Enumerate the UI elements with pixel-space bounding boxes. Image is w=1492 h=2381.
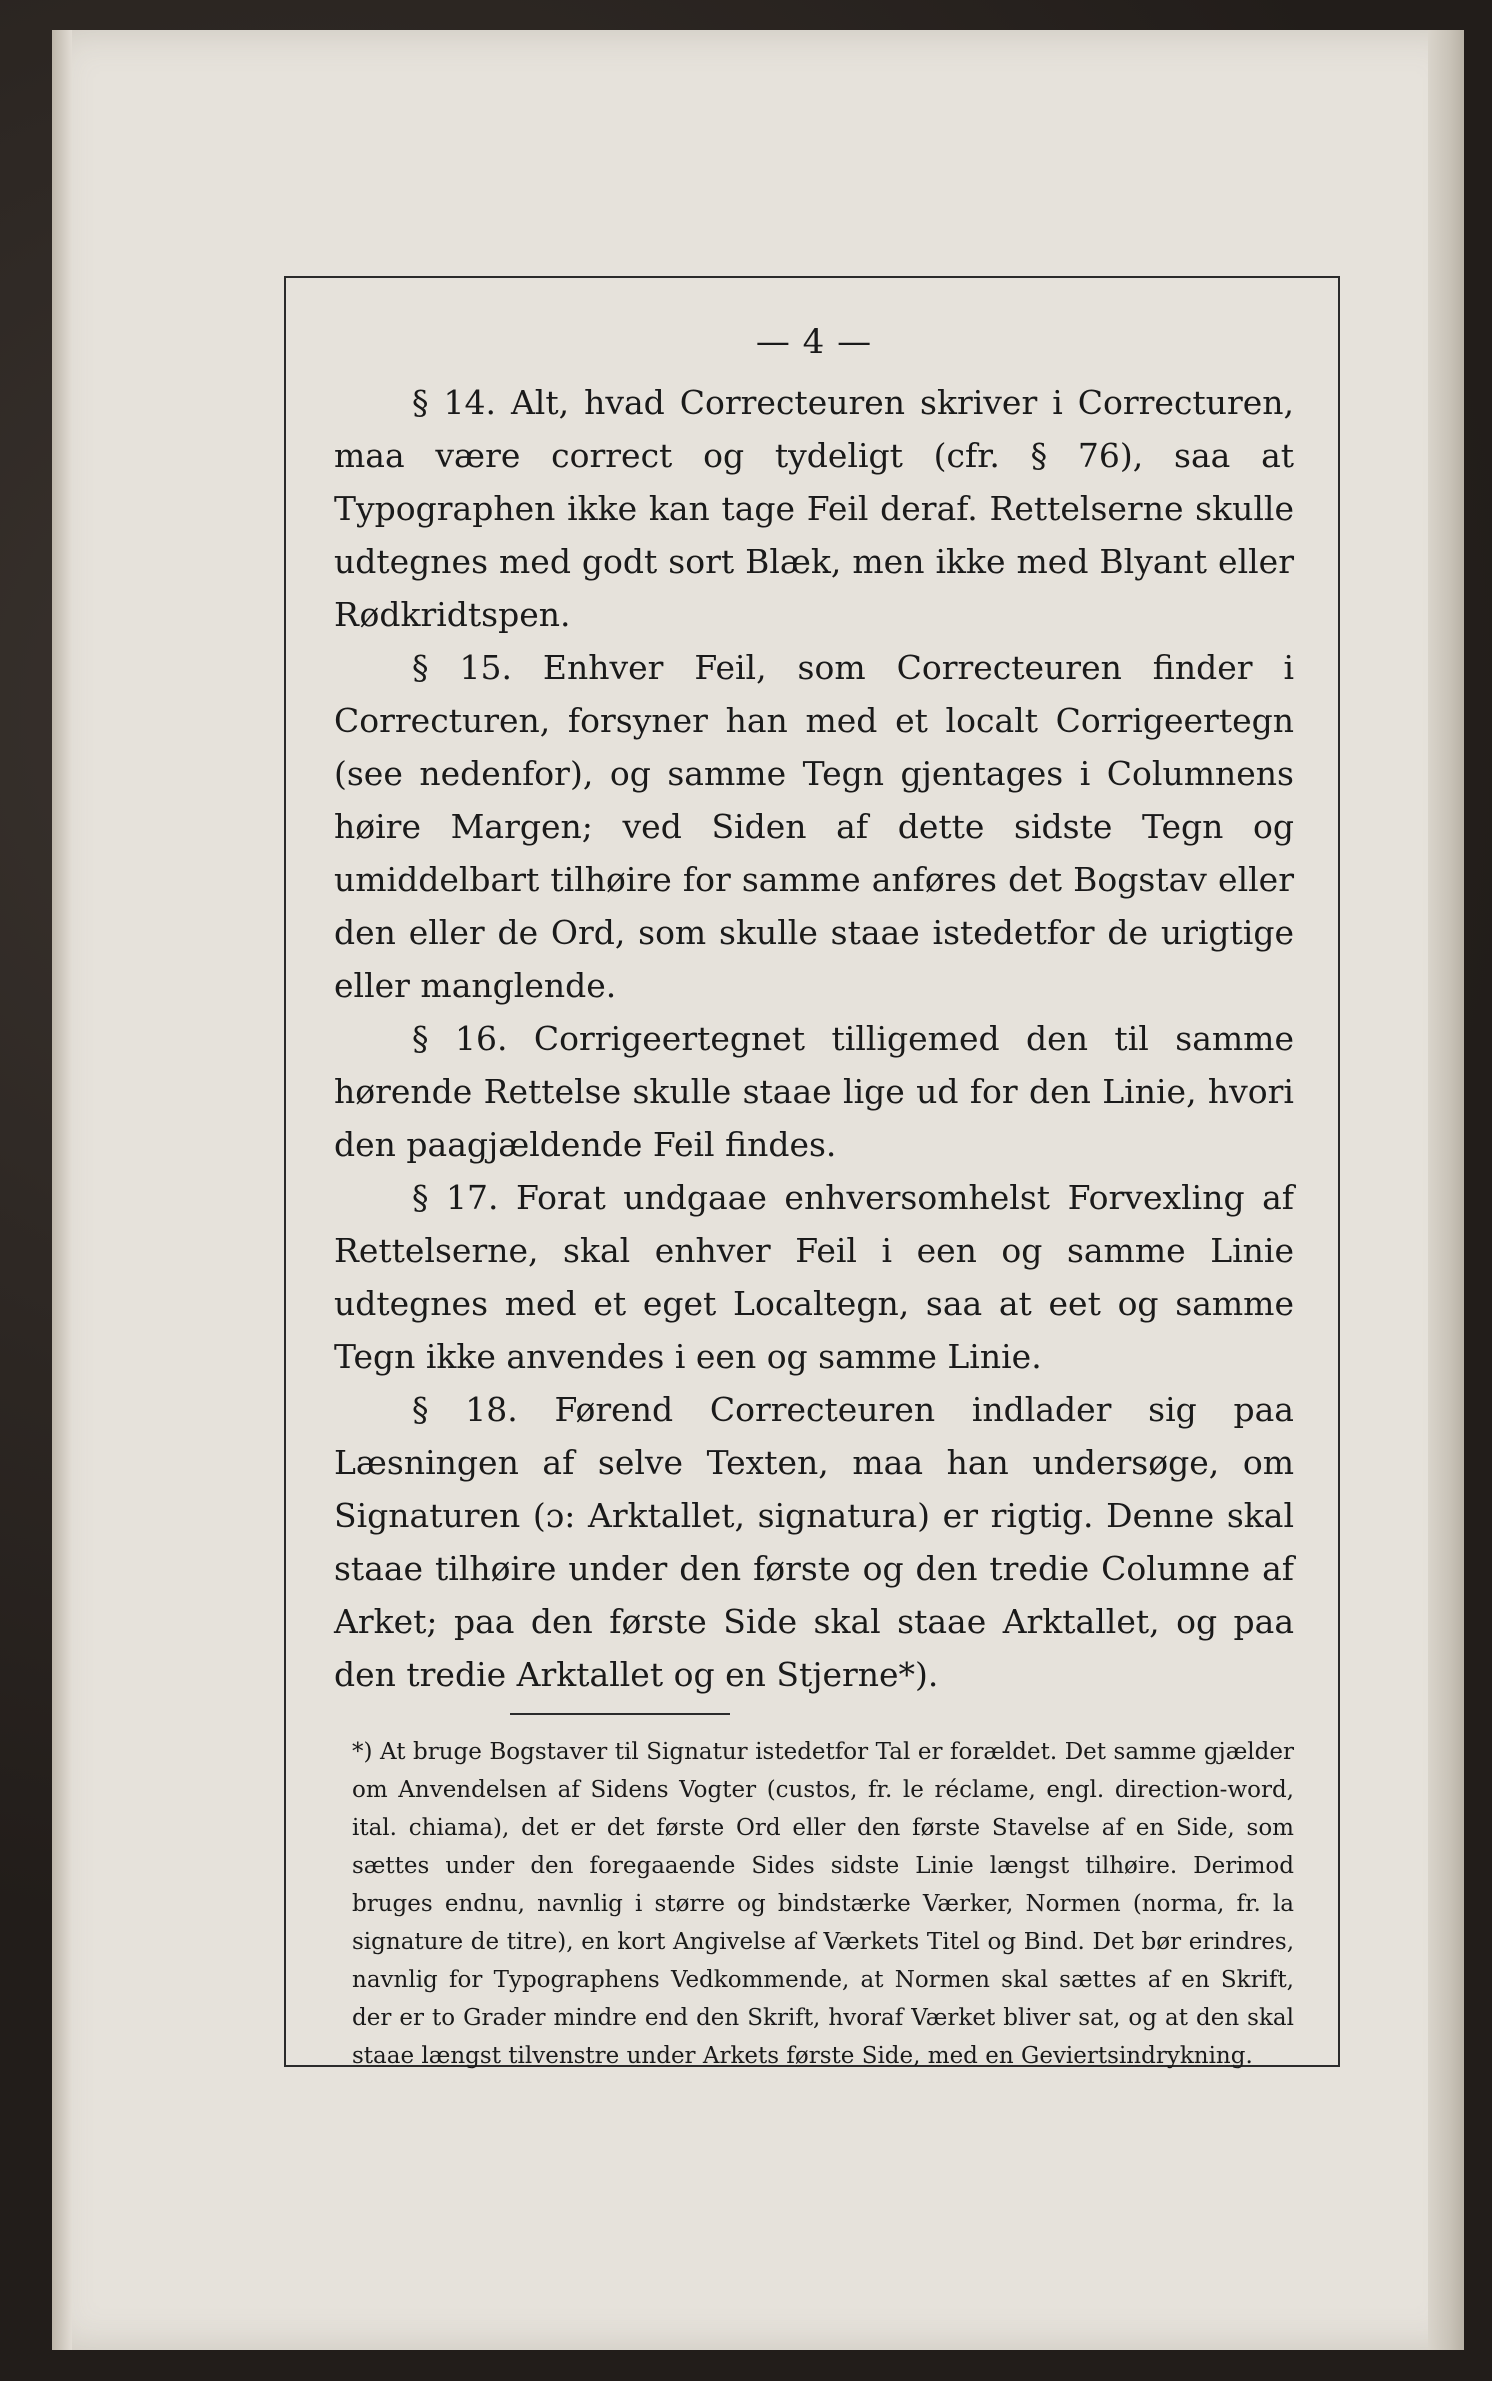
section-15-text: § 15. Enhver Feil, som Correcteuren finder i Correcturen, forsyner han med et localt Corrigeertegn (see nedenfor), og samme Tegn gjentages i Columnens høire Margen; ved Siden af dette sidste Tegn og umiddelbart tilhøire for samme anføres det Bogstav eller den eller de Ord, som skulle staae istedetfor de urigtige eller manglende. <box>334 648 1294 1005</box>
section-14-text: § 14. Alt, hvad Correcteuren skriver i Correcturen, maa være correct og tydeligt (cfr. § 76), saa at Typographen ikke kan tage Feil deraf. Rettelserne skulle udtegnes med godt sort Blæk, men ikke med Blyant eller Rødkridtspen. <box>334 383 1294 634</box>
section-17 <box>334 1171 1294 1383</box>
footnote-separator <box>510 1713 730 1715</box>
page-spine <box>52 30 72 2350</box>
section-17-text: § 17. Forat undgaae enhversomhelst Forvexling af Rettelserne, skal enhver Feil i een og samme Linie udtegnes med et eget Localtegn, saa at eet og samme Tegn ikke anvendes i een og samme Linie. <box>334 1178 1294 1376</box>
section-18-text: § 18. Førend Correcteuren indlader sig paa Læsningen af selve Texten, maa han undersøge, om Signaturen (ɔ: Arktallet, signatura) er rigtig. Denne skal staae tilhøire under den første og den tredie Columne af Arket; paa den første Side skal staae Arktallet, og paa den tredie Arktallet og en Stjerne*). <box>334 1390 1294 1694</box>
section-16-text: § 16. Corrigeertegnet tilligemed den til samme hørende Rettelse skulle staae lige ud for den Linie, hvori den paagjældende Feil findes. <box>334 1019 1294 1164</box>
section-16 <box>334 1012 1294 1171</box>
page-content <box>334 322 1294 2075</box>
page-fold <box>1428 30 1464 2350</box>
text-frame <box>284 276 1340 2067</box>
section-18 <box>334 1383 1294 1701</box>
section-15 <box>334 641 1294 1012</box>
footnote: *) At bruge Bogstaver til Signatur istedetfor Tal er forældet. Det samme gjælder om Anvendelsen af Sidens Vogter (custos, fr. le réclame, engl. direction-word, ital. chiama), det er det første Ord eller den første Stavelse af en Side, som sættes under den foregaaende Sides sidste Linie længst tilhøire. Derimod bruges endnu, navnlig i større og bindstærke Værker, Normen (norma, fr. la signature de titre), en kort Angivelse af Værkets Titel og Bind. Det bør erindres, navnlig for Typographens Vedkommende, at Normen skal sættes af en Skrift, der er to Grader mindre end den Skrift, hvoraf Værket bliver sat, og at den skal staae længst tilvenstre under Arkets første Side, med en Geviertsindrykning. <box>352 1739 1294 2069</box>
section-14 <box>334 376 1294 641</box>
page-number: — 4 — <box>755 322 873 362</box>
